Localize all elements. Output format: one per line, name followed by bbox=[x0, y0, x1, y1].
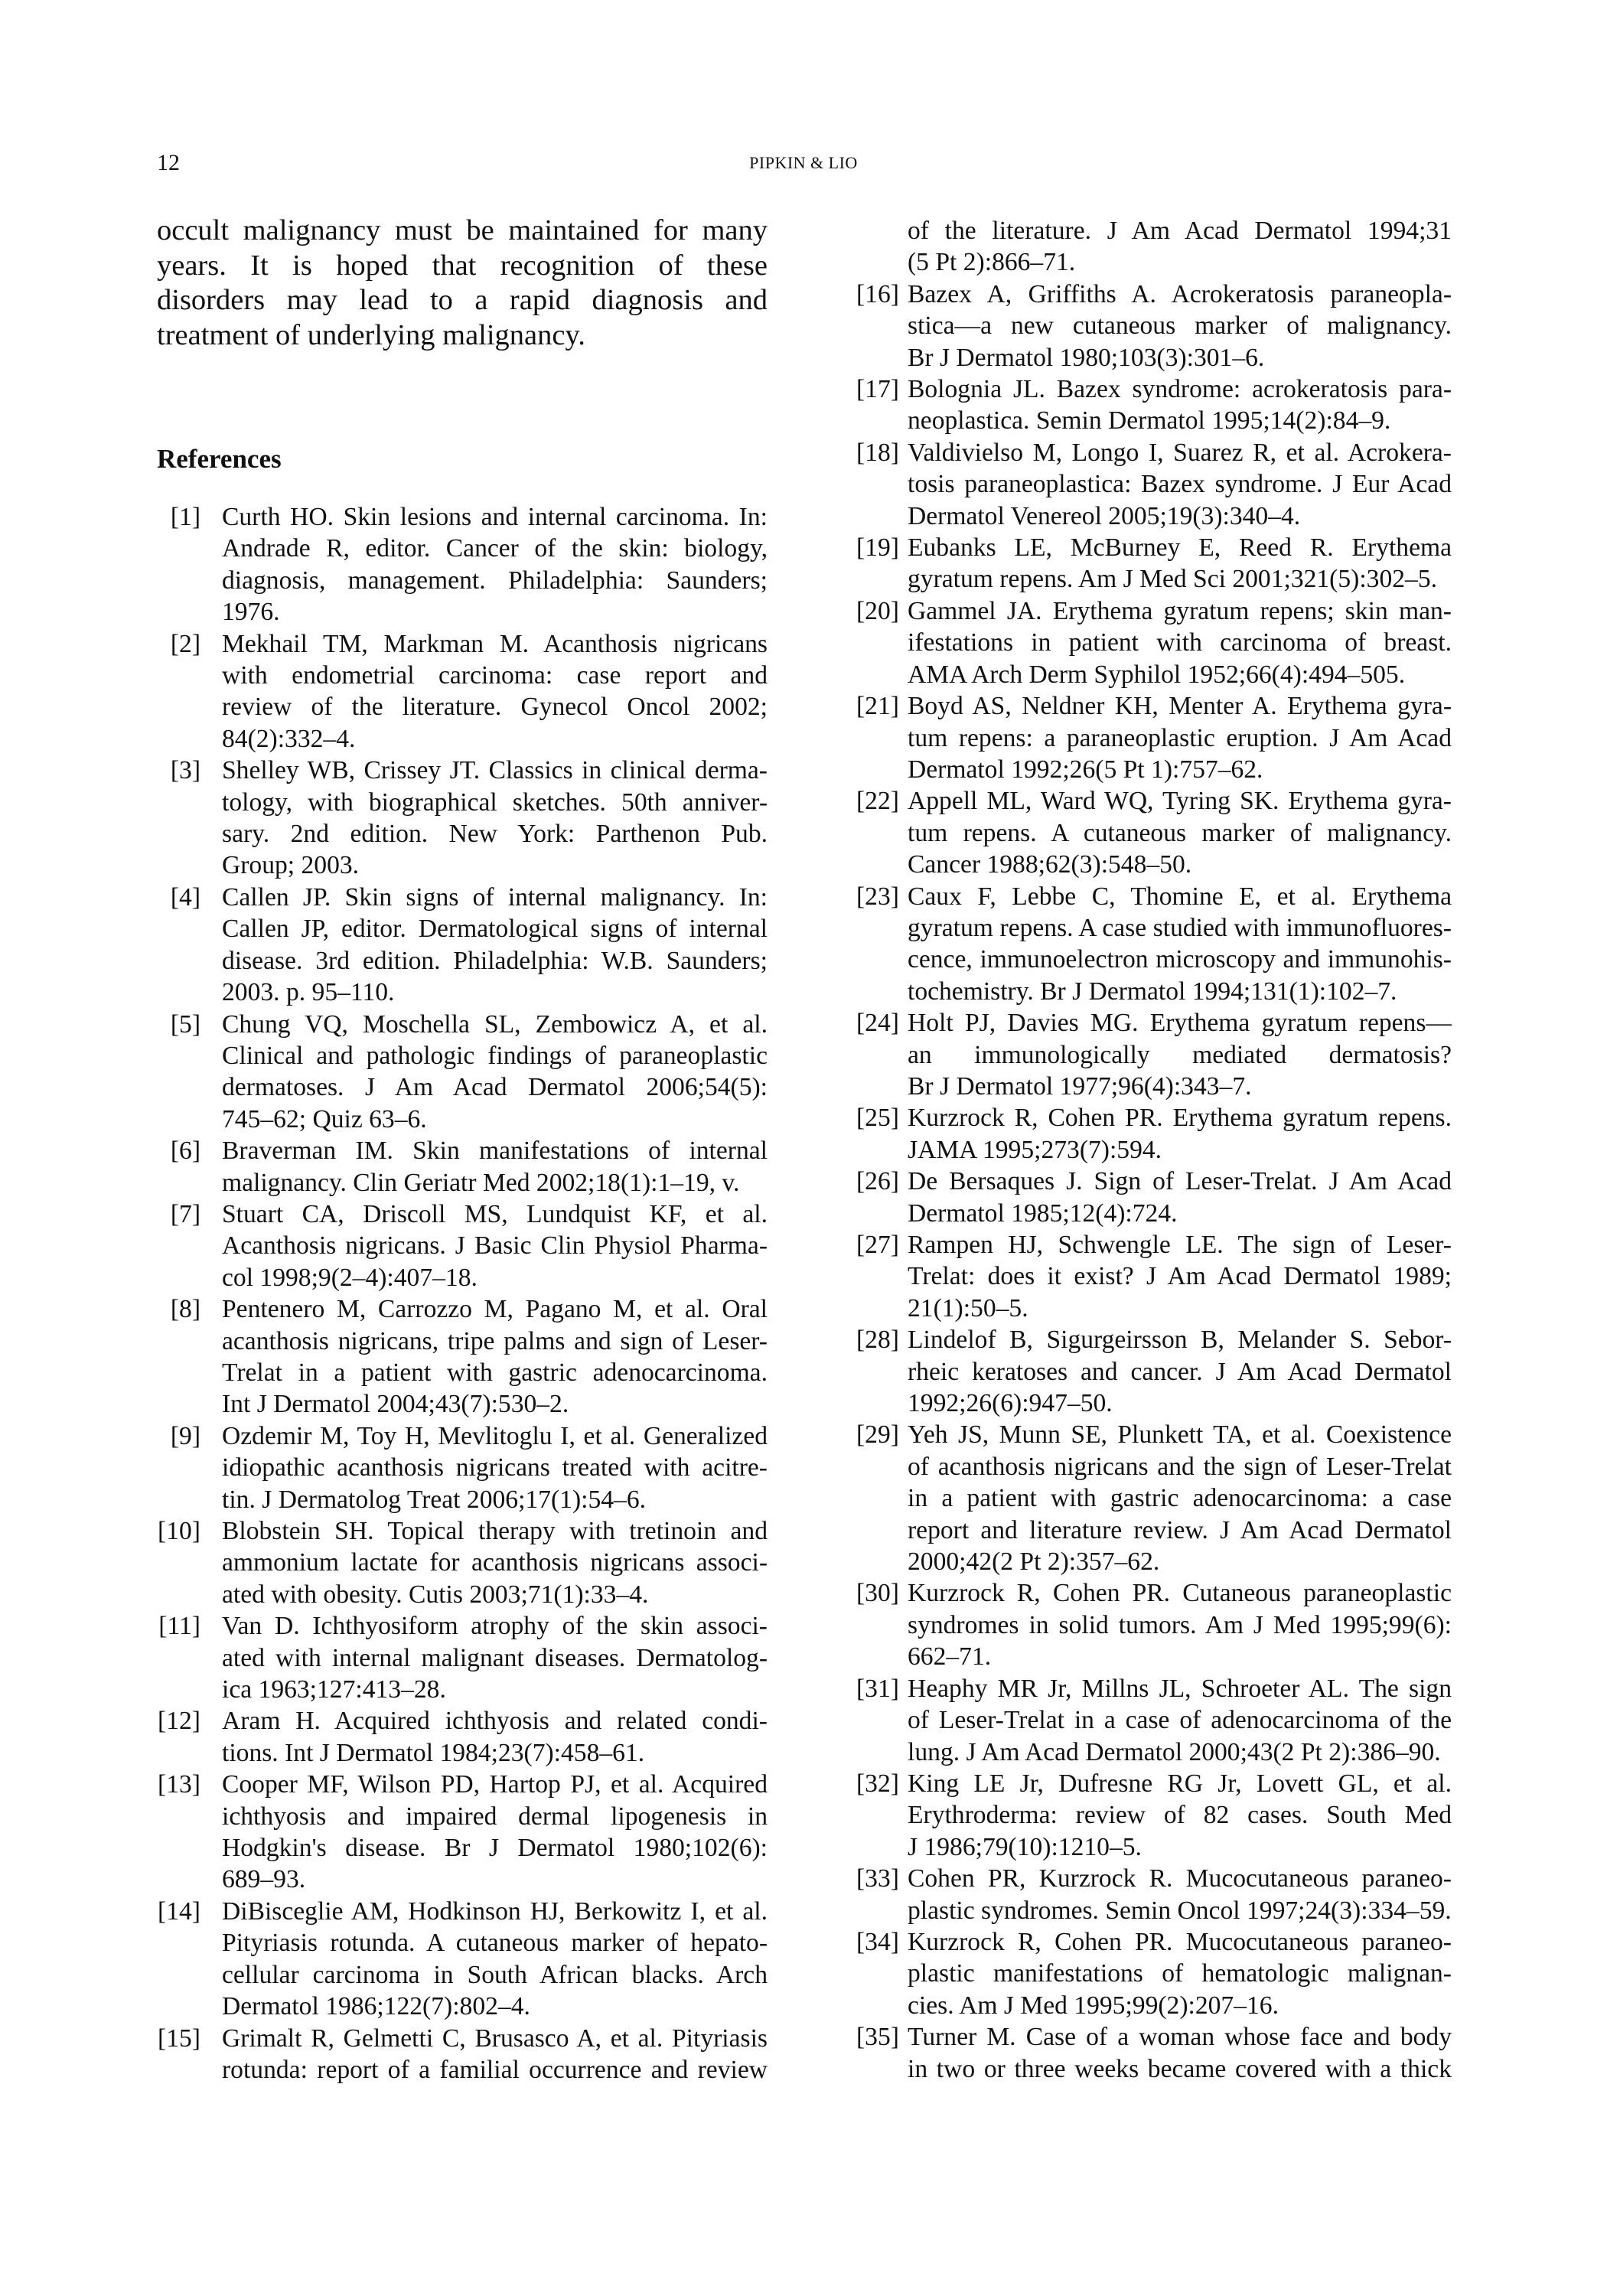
reference-number: [14] bbox=[158, 1896, 200, 1926]
reference-line: Valdivielso M, Longo I, Suarez R, et al. Acrokera- bbox=[908, 438, 1452, 467]
reference-line: J 1986;79(10):1210–5. bbox=[908, 1832, 1142, 1861]
reference-text bbox=[208, 628, 768, 755]
reference-text bbox=[908, 1863, 1452, 1926]
reference-line: 1992;26(6):947–50. bbox=[908, 1389, 1113, 1418]
reference-line: JAMA 1995;273(7):594. bbox=[908, 1135, 1162, 1164]
reference-line: tions. Int J Dermatol 1984;23(7):458–61. bbox=[222, 1738, 645, 1767]
reference-item bbox=[157, 755, 768, 882]
reference-item bbox=[856, 279, 1452, 373]
reference-line: review of the literature. Gynecol Oncol 2002; bbox=[222, 693, 768, 722]
reference-text bbox=[908, 1229, 1452, 1324]
reference-text bbox=[208, 1009, 768, 1136]
body-paragraph bbox=[157, 214, 768, 353]
reference-number: [29] bbox=[856, 1420, 899, 1450]
reference-text bbox=[908, 532, 1452, 595]
reference-item bbox=[157, 1199, 768, 1293]
reference-line: Appell ML, Ward WQ, Tyring SK. Erythema gyra- bbox=[908, 787, 1452, 816]
reference-number: [13] bbox=[158, 1770, 200, 1799]
reference-line: Gammel JA. Erythema gyratum repens; skin man- bbox=[908, 596, 1452, 625]
reference-number: [21] bbox=[856, 692, 899, 721]
reference-line: malignancy. Clin Geriatr Med 2002;18(1):1–19, v. bbox=[222, 1168, 740, 1197]
reference-number: [5] bbox=[170, 1009, 200, 1039]
reference-text bbox=[208, 2023, 768, 2086]
reference-number: [32] bbox=[856, 1769, 899, 1798]
reference-line: 84(2):332–4. bbox=[222, 724, 356, 753]
reference-line: of Leser-Trelat in a case of adenocarcinoma of the bbox=[908, 1706, 1452, 1735]
reference-text bbox=[908, 1166, 1452, 1229]
reference-line: Kurzrock R, Cohen PR. Mucocutaneous paraneo- bbox=[908, 1927, 1452, 1956]
reference-number: [7] bbox=[170, 1199, 200, 1228]
reference-line: cence, immunoelectron microscopy and immunohis- bbox=[908, 945, 1452, 974]
reference-line: sary. 2nd edition. New York: Parthenon Pub. bbox=[222, 820, 768, 849]
reference-item bbox=[157, 882, 768, 1009]
reference-text bbox=[208, 1610, 768, 1705]
reference-text bbox=[908, 785, 1452, 880]
reference-text bbox=[208, 1896, 768, 2023]
reference-item bbox=[157, 1009, 768, 1136]
reference-line: Kurzrock R, Cohen PR. Erythema gyratum repens. bbox=[908, 1104, 1452, 1133]
reference-text bbox=[908, 1102, 1452, 1166]
reference-number: [8] bbox=[170, 1295, 200, 1324]
reference-text bbox=[208, 755, 768, 882]
reference-line: tosis paraneoplastica: Bazex syndrome. J Eur Acad bbox=[908, 470, 1452, 499]
body-line: occult malignancy must be maintained for many bbox=[157, 214, 768, 246]
reference-text bbox=[208, 1420, 768, 1515]
reference-line: Cohen PR, Kurzrock R. Mucocutaneous paraneo- bbox=[908, 1864, 1452, 1893]
reference-line: Dermatol 1985;12(4):724. bbox=[908, 1199, 1178, 1228]
reference-item bbox=[856, 437, 1452, 532]
reference-number: [20] bbox=[856, 596, 899, 625]
reference-item bbox=[856, 2021, 1452, 2085]
reference-line: tin. J Dermatolog Treat 2006;17(1):54–6. bbox=[222, 1485, 647, 1514]
reference-line: Bazex A, Griffiths A. Acrokeratosis paraneopla- bbox=[908, 279, 1452, 308]
body-line: treatment of underlying malignancy. bbox=[157, 318, 585, 351]
reference-item bbox=[856, 373, 1452, 437]
reference-line: tology, with biographical sketches. 50th anniver- bbox=[222, 788, 768, 817]
body-line: years. It is hoped that recognition of these bbox=[157, 249, 768, 282]
reference-line: plastic syndromes. Semin Oncol 1997;24(3):334–59. bbox=[908, 1896, 1452, 1925]
reference-line: diagnosis, management. Philadelphia: Saunders; bbox=[222, 566, 768, 595]
reference-item bbox=[157, 628, 768, 755]
reference-line: Bolognia JL. Bazex syndrome: acrokeratosis para- bbox=[908, 375, 1452, 404]
reference-line: with endometrial carcinoma: case report and bbox=[222, 661, 768, 690]
reference-line: 2003. p. 95–110. bbox=[222, 978, 395, 1007]
reference-item bbox=[856, 1007, 1452, 1102]
reference-text bbox=[908, 595, 1452, 690]
reference-item bbox=[856, 1102, 1452, 1166]
reference-line: ichthyosis and impaired dermal lipogenesis in bbox=[222, 1802, 768, 1831]
reference-line: in a patient with gastric adenocarcinoma: a case bbox=[908, 1484, 1452, 1513]
reference-number: [19] bbox=[856, 533, 899, 563]
reference-line: 21(1):50–5. bbox=[908, 1293, 1028, 1322]
reference-line: Kurzrock R, Cohen PR. Cutaneous paraneoplastic bbox=[908, 1579, 1452, 1608]
reference-item bbox=[856, 1577, 1452, 1672]
reference-line: Br J Dermatol 1980;103(3):301–6. bbox=[908, 343, 1265, 372]
reference-text bbox=[908, 881, 1452, 1008]
reference-line: ammonium lactate for acanthosis nigricans associ- bbox=[222, 1548, 768, 1577]
reference-line: 662–71. bbox=[908, 1642, 992, 1671]
reference-number: [28] bbox=[856, 1326, 899, 1355]
reference-line: Eubanks LE, McBurney E, Reed R. Erythema bbox=[908, 533, 1452, 563]
reference-item bbox=[157, 2023, 768, 2086]
reference-line: 689–93. bbox=[222, 1865, 306, 1894]
reference-line: DiBisceglie AM, Hodkinson HJ, Berkowitz I, et al. bbox=[222, 1896, 768, 1926]
reference-number: [24] bbox=[856, 1009, 899, 1038]
reference-item bbox=[157, 1293, 768, 1420]
reference-item bbox=[856, 1419, 1452, 1577]
reference-line: Clinical and pathologic findings of paraneoplastic bbox=[222, 1041, 768, 1070]
reference-line: Group; 2003. bbox=[222, 851, 360, 880]
reference-text bbox=[908, 1324, 1452, 1419]
reference-line: Pityriasis rotunda. A cutaneous marker of hepato- bbox=[222, 1929, 768, 1958]
reference-item bbox=[856, 1229, 1452, 1324]
reference-line: Br J Dermatol 1977;96(4):343–7. bbox=[908, 1071, 1252, 1101]
reference-line: idiopathic acanthosis nigricans treated with acitre- bbox=[222, 1453, 768, 1482]
reference-line: ated with obesity. Cutis 2003;71(1):33–4. bbox=[222, 1580, 649, 1609]
reference-line: 745–62; Quiz 63–6. bbox=[222, 1104, 427, 1133]
running-head: PIPKIN & LIO bbox=[749, 153, 858, 172]
reference-text bbox=[908, 1673, 1452, 1768]
reference-line: Andrade R, editor. Cancer of the skin: biology, bbox=[222, 534, 768, 563]
reference-number: [1] bbox=[170, 503, 200, 531]
reference-line: of acanthosis nigricans and the sign of Leser-Trelat bbox=[908, 1452, 1452, 1481]
reference-item bbox=[856, 1768, 1452, 1863]
reference-number: [15] bbox=[158, 2024, 200, 2053]
reference-line: De Bersaques J. Sign of Leser-Trelat. J Am Acad bbox=[908, 1167, 1452, 1196]
reference-line: Pentenero M, Carrozzo M, Pagano M, et al. Oral bbox=[222, 1295, 768, 1324]
reference-number: [17] bbox=[856, 375, 899, 404]
reference-item bbox=[157, 1135, 768, 1199]
reference-line: ated with internal malignant diseases. Dermatolog- bbox=[222, 1643, 768, 1672]
reference-line: of the literature. J Am Acad Dermatol 1994;31 bbox=[908, 217, 1452, 245]
reference-line: tochemistry. Br J Dermatol 1994;131(1):102–7. bbox=[908, 977, 1397, 1006]
reference-number: [18] bbox=[856, 438, 899, 467]
reference-number: [33] bbox=[856, 1864, 899, 1893]
reference-number: [26] bbox=[856, 1167, 899, 1196]
reference-line: Yeh JS, Munn SE, Plunkett TA, et al. Coexistence bbox=[908, 1420, 1452, 1450]
reference-line: stica—a new cutaneous marker of malignancy. bbox=[908, 311, 1452, 341]
reference-text bbox=[908, 1577, 1452, 1672]
reference-text bbox=[208, 882, 768, 1009]
reference-number: [3] bbox=[170, 756, 200, 785]
reference-number: [10] bbox=[158, 1517, 200, 1545]
reference-line: Caux F, Lebbe C, Thomine E, et al. Erythema bbox=[908, 882, 1452, 911]
reference-line: an immunologically mediated dermatosis? bbox=[908, 1040, 1452, 1069]
reference-line: Callen JP, editor. Dermatological signs of internal bbox=[222, 915, 768, 944]
reference-number: [23] bbox=[856, 882, 899, 911]
reference-item bbox=[157, 1515, 768, 1610]
reference-number: [11] bbox=[158, 1612, 200, 1641]
reference-item bbox=[856, 690, 1452, 785]
reference-line: Cancer 1988;62(3):548–50. bbox=[908, 850, 1192, 879]
reference-line: Heaphy MR Jr, Millns JL, Schroeter AL. The sign bbox=[908, 1674, 1452, 1703]
reference-line: neoplastica. Semin Dermatol 1995;14(2):84–9. bbox=[908, 406, 1391, 435]
reference-text bbox=[908, 1419, 1452, 1577]
reference-text bbox=[908, 437, 1452, 532]
references-column-left bbox=[157, 501, 768, 2086]
reference-line: King LE Jr, Dufresne RG Jr, Lovett GL, et al. bbox=[908, 1769, 1452, 1798]
reference-text bbox=[208, 1705, 768, 1769]
references-column-right bbox=[856, 215, 1452, 2085]
reference-line: Turner M. Case of a woman whose face and body bbox=[908, 2023, 1452, 2052]
reference-text bbox=[908, 690, 1452, 785]
reference-item bbox=[856, 1863, 1452, 1926]
reference-line: rotunda: report of a familial occurrence and review bbox=[222, 2055, 768, 2084]
reference-line: Dermatol 1986;122(7):802–4. bbox=[222, 1992, 530, 2021]
reference-line: Cooper MF, Wilson PD, Hartop PJ, et al. Acquired bbox=[222, 1770, 768, 1799]
reference-number: [9] bbox=[170, 1421, 200, 1450]
reference-item bbox=[157, 1705, 768, 1769]
reference-item bbox=[856, 881, 1452, 1008]
reference-text bbox=[908, 1768, 1452, 1863]
reference-text bbox=[908, 279, 1452, 373]
reference-line: Shelley WB, Crissey JT. Classics in clinical derma- bbox=[222, 756, 768, 785]
reference-line: plastic manifestations of hematologic malignan- bbox=[908, 1959, 1452, 1988]
reference-line: Van D. Ichthyosiform atrophy of the skin associ- bbox=[222, 1612, 768, 1641]
reference-line: Trelat: does it exist? J Am Acad Dermatol 1989; bbox=[908, 1262, 1452, 1291]
reference-line: gyratum repens. Am J Med Sci 2001;321(5):302–5. bbox=[908, 565, 1438, 594]
reference-item bbox=[856, 1673, 1452, 1768]
reference-line: Hodgkin's disease. Br J Dermatol 1980;102(6): bbox=[222, 1834, 768, 1863]
reference-line: tum repens: a paraneoplastic eruption. J Am Acad bbox=[908, 723, 1452, 752]
reference-line: Stuart CA, Driscoll MS, Lundquist KF, et al. bbox=[222, 1199, 768, 1228]
page-number: 12 bbox=[157, 150, 180, 175]
reference-item bbox=[157, 1769, 768, 1896]
reference-number: [16] bbox=[856, 279, 899, 308]
reference-line: Mekhail TM, Markman M. Acanthosis nigricans bbox=[222, 629, 768, 658]
reference-line: Braverman IM. Skin manifestations of internal bbox=[222, 1137, 768, 1166]
reference-text bbox=[208, 1293, 768, 1420]
reference-item bbox=[856, 785, 1452, 880]
reference-line: cies. Am J Med 1995;99(2):207–16. bbox=[908, 1991, 1279, 2020]
reference-text bbox=[908, 373, 1452, 437]
reference-line: Dermatol 1992;26(5 Pt 1):757–62. bbox=[908, 755, 1263, 784]
reference-line: tum repens. A cutaneous marker of malignancy. bbox=[908, 818, 1452, 847]
reference-number bbox=[856, 215, 908, 279]
reference-text bbox=[208, 1769, 768, 1896]
reference-line: ica 1963;127:413–28. bbox=[222, 1675, 446, 1704]
reference-text bbox=[908, 2021, 1452, 2085]
reference-line: lung. J Am Acad Dermatol 2000;43(2 Pt 2):386–90. bbox=[908, 1737, 1441, 1766]
reference-number: [35] bbox=[856, 2023, 899, 2052]
reference-line: dermatoses. J Am Acad Dermatol 2006;54(5): bbox=[222, 1073, 768, 1102]
references-heading: References bbox=[157, 444, 282, 474]
reference-line: rheic keratoses and cancer. J Am Acad Dermatol bbox=[908, 1357, 1452, 1386]
reference-line: acanthosis nigricans, tripe palms and sign of Leser- bbox=[222, 1326, 768, 1355]
reference-number: [27] bbox=[856, 1231, 899, 1259]
reference-text bbox=[908, 215, 1452, 279]
reference-line: 2000;42(2 Pt 2):357–62. bbox=[908, 1548, 1160, 1577]
reference-line: (5 Pt 2):866–71. bbox=[908, 248, 1076, 277]
reference-item bbox=[157, 501, 768, 628]
reference-line: Ozdemir M, Toy H, Mevlitoglu I, et al. Generalized bbox=[222, 1421, 768, 1450]
reference-text bbox=[208, 501, 768, 628]
reference-line: 1976. bbox=[222, 598, 280, 627]
reference-line: Callen JP. Skin signs of internal malignancy. In: bbox=[222, 882, 768, 912]
reference-line: Lindelof B, Sigurgeirsson B, Melander S. Sebor- bbox=[908, 1326, 1452, 1355]
reference-line: Int J Dermatol 2004;43(7):530–2. bbox=[222, 1390, 569, 1419]
reference-number: [30] bbox=[856, 1579, 899, 1608]
reference-line: Blobstein SH. Topical therapy with tretinoin and bbox=[222, 1517, 768, 1545]
reference-line: Grimalt R, Gelmetti C, Brusasco A, et al. Pityriasis bbox=[222, 2024, 768, 2053]
reference-line: Trelat in a patient with gastric adenocarcinoma. bbox=[222, 1358, 768, 1387]
reference-line: Chung VQ, Moschella SL, Zembowicz A, et al. bbox=[222, 1009, 768, 1039]
reference-line: Boyd AS, Neldner KH, Menter A. Erythema gyra- bbox=[908, 692, 1452, 721]
reference-text bbox=[208, 1135, 768, 1199]
reference-text bbox=[208, 1199, 768, 1293]
reference-line: disease. 3rd edition. Philadelphia: W.B. Saunders; bbox=[222, 946, 768, 975]
reference-item bbox=[856, 215, 1452, 279]
reference-line: gyratum repens. A case studied with immunofluores- bbox=[908, 913, 1452, 942]
reference-line: in two or three weeks became covered with a thick bbox=[908, 2054, 1452, 2083]
reference-number: [12] bbox=[158, 1707, 200, 1736]
reference-text bbox=[208, 1515, 768, 1610]
reference-number: [6] bbox=[170, 1137, 200, 1166]
reference-line: cellular carcinoma in South African blacks. Arch bbox=[222, 1960, 768, 1989]
body-line: disorders may lead to a rapid diagnosis and bbox=[157, 284, 768, 316]
reference-text bbox=[908, 1007, 1452, 1102]
reference-line: Curth HO. Skin lesions and internal carcinoma. In: bbox=[222, 503, 768, 531]
reference-line: col 1998;9(2–4):407–18. bbox=[222, 1263, 478, 1292]
reference-number: [4] bbox=[170, 882, 200, 912]
reference-line: Dermatol Venereol 2005;19(3):340–4. bbox=[908, 501, 1301, 530]
reference-line: Holt PJ, Davies MG. Erythema gyratum repens— bbox=[908, 1009, 1452, 1038]
reference-item bbox=[157, 1896, 768, 2023]
reference-number: [2] bbox=[170, 629, 200, 658]
reference-line: report and literature review. J Am Acad Dermatol bbox=[908, 1515, 1452, 1544]
reference-item bbox=[856, 532, 1452, 595]
reference-item bbox=[856, 595, 1452, 690]
reference-number: [22] bbox=[856, 787, 899, 816]
reference-line: Rampen HJ, Schwengle LE. The sign of Leser- bbox=[908, 1231, 1452, 1259]
reference-line: AMA Arch Derm Syphilol 1952;66(4):494–505. bbox=[908, 660, 1406, 689]
reference-item bbox=[157, 1420, 768, 1515]
reference-line: Acanthosis nigricans. J Basic Clin Physiol Pharma- bbox=[222, 1231, 768, 1261]
reference-number: [31] bbox=[856, 1674, 899, 1703]
reference-item bbox=[157, 1610, 768, 1705]
reference-line: Aram H. Acquired ichthyosis and related condi- bbox=[222, 1707, 768, 1736]
reference-item bbox=[856, 1926, 1452, 2021]
reference-number: [34] bbox=[856, 1927, 899, 1956]
reference-item bbox=[856, 1166, 1452, 1229]
reference-number: [25] bbox=[856, 1104, 899, 1133]
reference-item bbox=[856, 1324, 1452, 1419]
reference-line: ifestations in patient with carcinoma of breast. bbox=[908, 628, 1452, 657]
reference-text bbox=[908, 1926, 1452, 2021]
reference-line: Erythroderma: review of 82 cases. South Med bbox=[908, 1801, 1452, 1830]
reference-line: syndromes in solid tumors. Am J Med 1995;99(6): bbox=[908, 1610, 1452, 1639]
